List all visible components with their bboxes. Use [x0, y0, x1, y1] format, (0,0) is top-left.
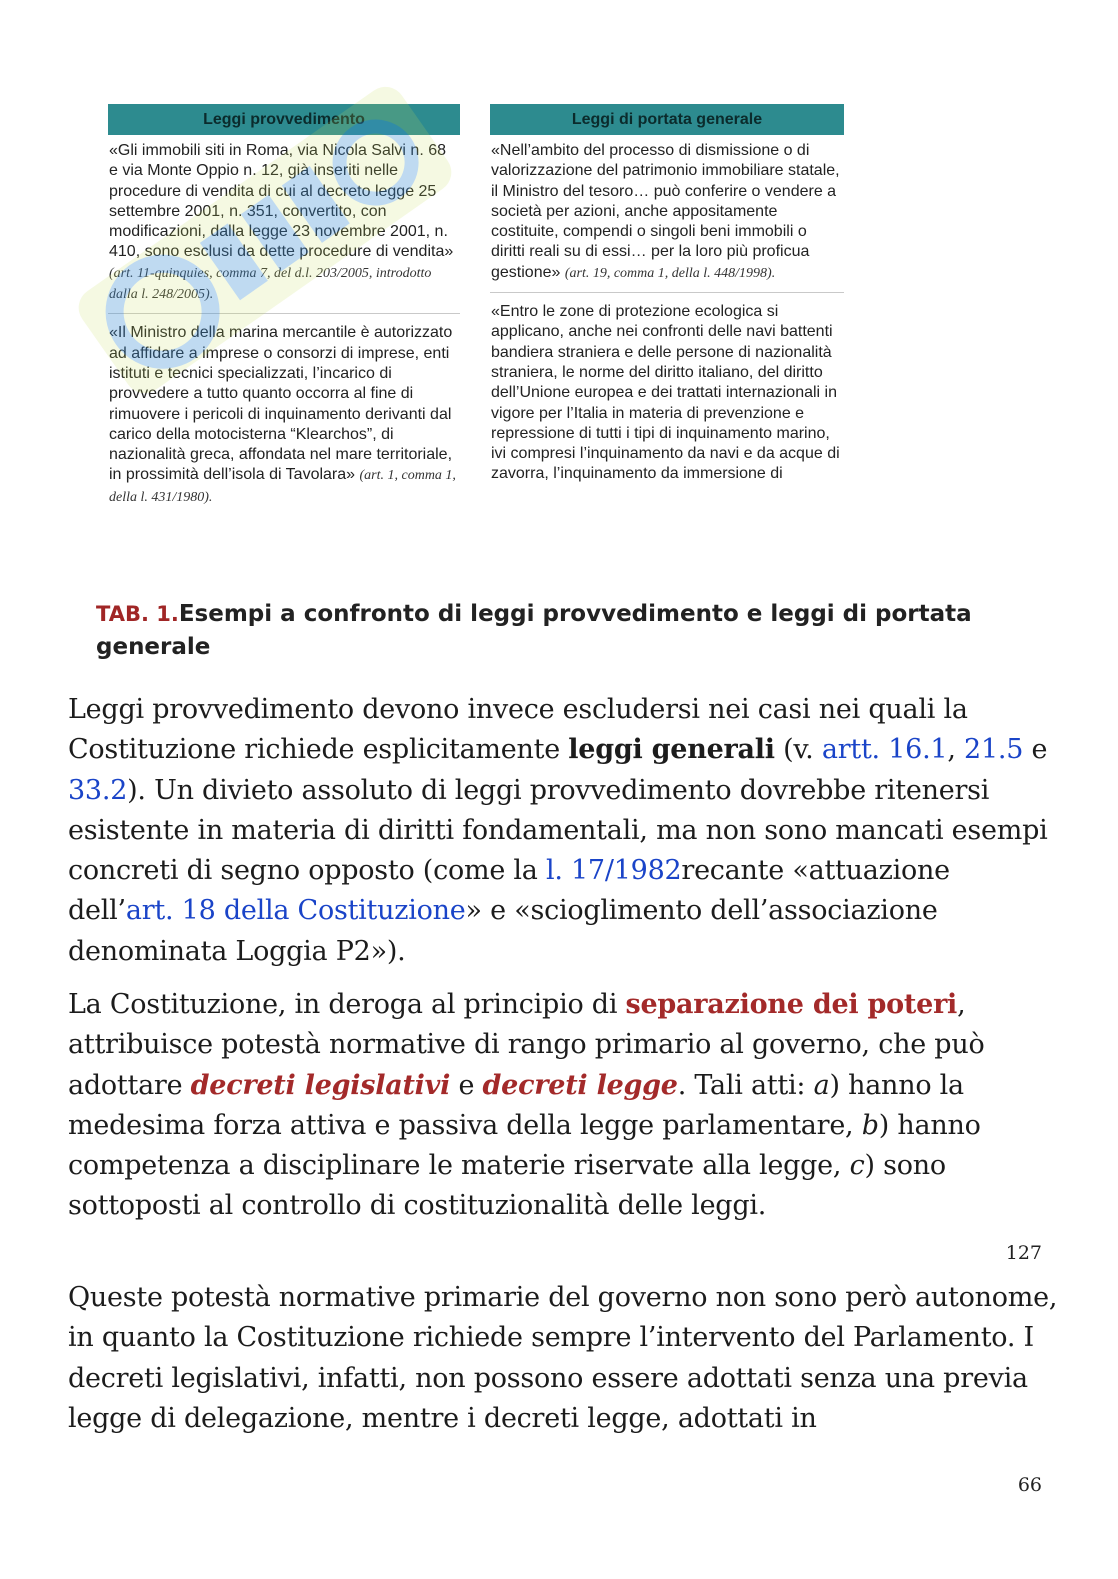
text-run: recante «attuazione dell’	[68, 855, 950, 927]
column-header-right: Leggi di portata generale	[490, 104, 844, 135]
text-run: e	[450, 1069, 483, 1101]
cell-text: «Entro le zone di protezione ecologica si applicano, anche nei confronti delle navi battenti bandiera straniera e delle persone di nazionalità straniera, le norme del diritto italiano, del diritto dell’Unione europea e dei trattati internazionali in vigore per l’Italia in materia di prevenzione e repressione di tutti i tipi di inquinamento marino, ivi compresi l’inquinamento da navi e da acque di zavorra, l’inquinamento da immersione di	[491, 303, 840, 483]
term-decreti-legge: decreti legge	[482, 1069, 678, 1101]
cell-reference: (art. 11-quinquies, comma 7, del d.l. 203/2005, introdotto dalla l. 248/2005).	[109, 265, 432, 303]
table-cell	[108, 141, 460, 305]
bold-term: leggi generali	[568, 734, 775, 766]
link-l-17-1982[interactable]: l. 17/1982	[545, 855, 682, 887]
list-marker: b	[861, 1109, 879, 1141]
table-figure	[108, 104, 844, 556]
column-header-left: Leggi provvedimento	[108, 104, 460, 135]
text-run: La Costituzione, in deroga al principio di	[68, 989, 626, 1020]
text-run: Leggi provvedimento devono invece escludersi nei casi nei quali la Costituzione richiede esplicitamente	[68, 694, 968, 766]
paragraph-potesta-normative	[68, 985, 1058, 1227]
book-page-number: 127	[1005, 1242, 1042, 1264]
cell-text: «Nell’ambito del processo di dismissione o di valorizzazione del patrimonio immobiliare statale, il Ministro del tesoro… può conferire o vendere a società per azioni, anche appositamente costituite, compendi o singoli beni immobili o diritti reali su di essi… per la loro più proficua gestione»	[491, 142, 840, 281]
paragraph-autonomia: Queste potestà normative primarie del governo non sono però autonome, in quanto la Costituzione richiede sempre l’intervento del Parlamento. I decreti legislativi, infatti, non possono essere adottati senza una previa legge di delegazione, mentre i decreti legge, adottati in	[68, 1282, 1058, 1434]
table-column-leggi-portata-generale	[490, 104, 844, 486]
list-marker: c	[849, 1150, 865, 1182]
row-divider	[490, 292, 844, 293]
page-number: 66	[1017, 1474, 1042, 1496]
text-run: » e «scioglimento dell’associazione denominata Loggia P2»).	[68, 895, 938, 967]
caption-text: Esempi a confronto di leggi provvedimento e leggi di portata generale	[96, 601, 972, 660]
table-cell	[490, 302, 844, 486]
table-column-leggi-provvedimento	[108, 104, 460, 508]
text-run: ) sono sottoposti al controllo di costituzionalità delle leggi.	[68, 1150, 946, 1222]
text-run: ) hanno la medesima forza attiva e passiva della legge parlamentare,	[68, 1069, 964, 1141]
link-33-2[interactable]: 33.2	[68, 774, 128, 806]
caption-label: TAB. 1.	[96, 602, 179, 626]
text-run: . Tali atti:	[677, 1069, 814, 1101]
text-run: , attribuisce potestà normative di rango primario al governo, che può adottare	[68, 989, 985, 1101]
list-marker: a	[813, 1069, 830, 1101]
term-separazione-poteri: separazione dei poteri	[625, 989, 958, 1020]
text-run: e	[1023, 734, 1048, 766]
text-run: ) hanno competenza a disciplinare le materie riservate alla legge,	[68, 1109, 981, 1182]
table-cell	[108, 323, 460, 508]
text-run: (v.	[774, 734, 822, 766]
text-run: ). Un divieto assoluto di leggi provvedimento dovrebbe ritenersi esistente in materia di diritti fondamentali, ma non sono mancati esempi concreti di segno opposto (come la	[68, 774, 1048, 887]
cell-text: «Il Ministro della marina mercantile è autorizzato ad affidare a imprese o consorzi di imprese, enti istituti e tecnici specializzati, l’incarico di provvedere a tutto quanto occorra al fine di rimuovere i pericoli di inquinamento derivanti dal carico della motocisterna “Klearchos”, di nazionalità greca, affondata nel mare territoriale, in prossimità dell’isola di Tavolara»	[109, 324, 453, 484]
link-art-18-costituzione[interactable]: art. 18 della Costituzione	[125, 895, 466, 927]
table-caption	[96, 598, 1056, 664]
row-divider	[108, 313, 460, 314]
table-cell	[490, 141, 844, 284]
text-run: ,	[947, 734, 965, 766]
link-artt-16-1[interactable]: artt. 16.1	[821, 734, 948, 766]
cell-text: «Gli immobili siti in Roma, via Nicola Salvi n. 68 e via Monte Oppio n. 12, già inseriti nelle procedure di vendita di cui al decreto legge 25 settembre 2001, n. 351, convertito, con modificazioni, dalla legge 23 novembre 2001, n. 410, sono esclusi da dette procedure di vendita»	[109, 142, 454, 261]
term-decreti-legislativi: decreti legislativi	[190, 1069, 451, 1101]
link-21-5[interactable]: 21.5	[964, 734, 1024, 766]
cell-reference: (art. 1, comma 1, della l. 431/1980).	[109, 468, 456, 505]
paragraph-leggi-provvedimento	[68, 690, 1058, 972]
cell-reference: (art. 19, comma 1, della l. 448/1998).	[564, 265, 776, 281]
